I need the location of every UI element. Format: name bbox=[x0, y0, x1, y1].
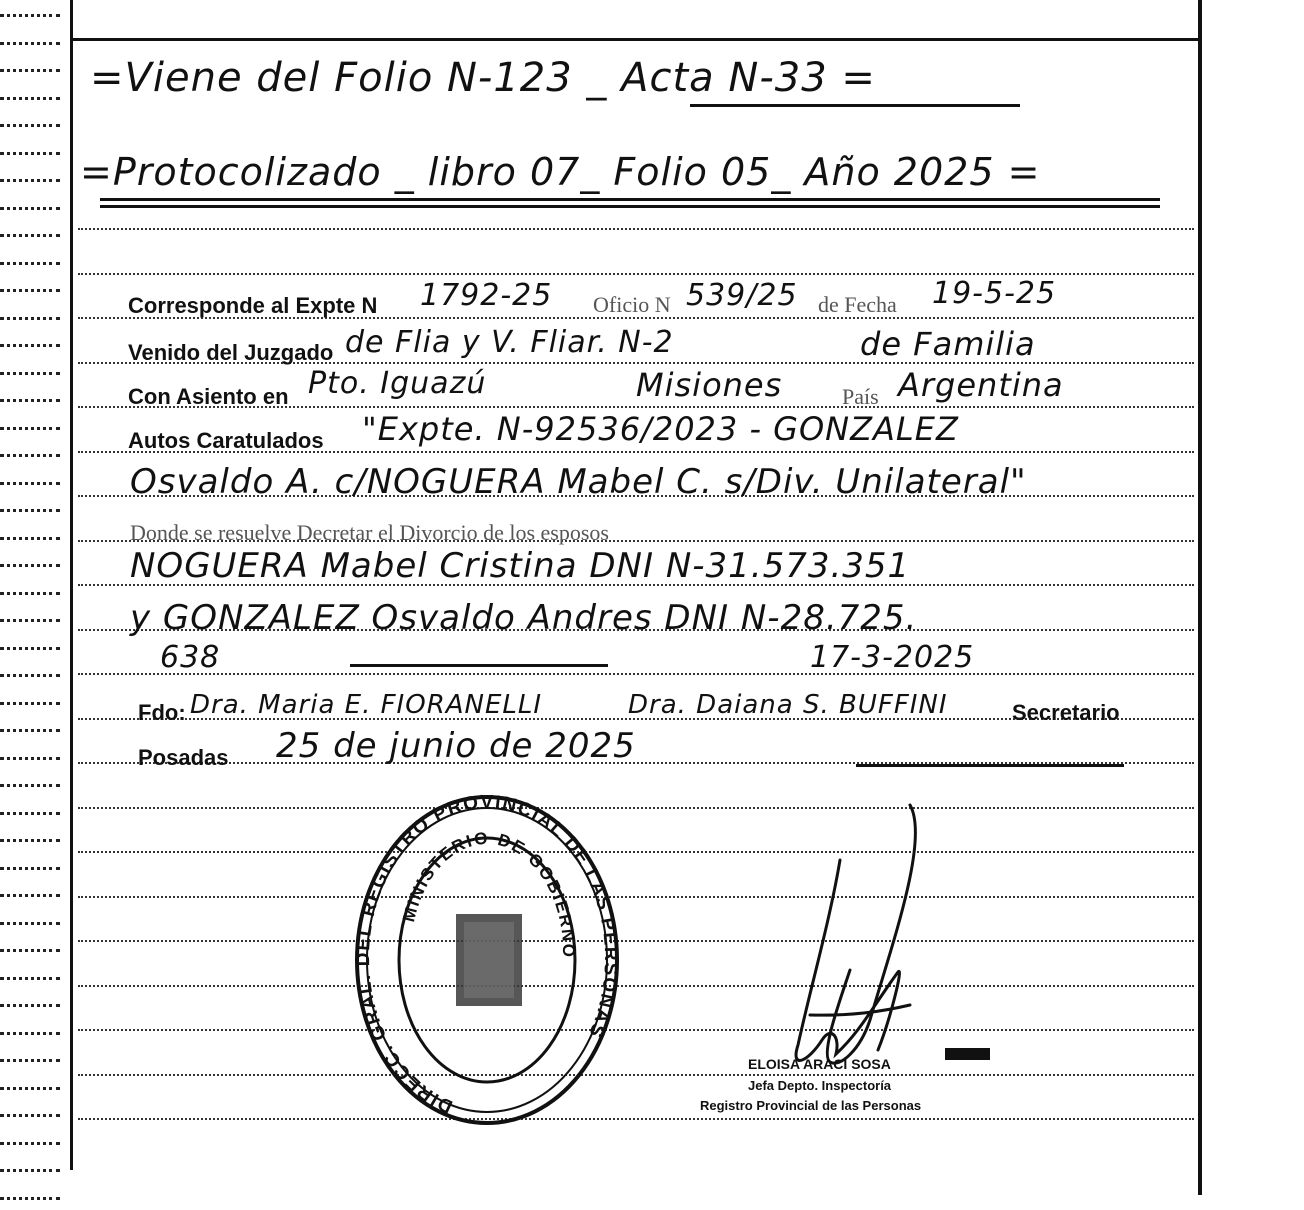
donde-value-2: y GONZALEZ Osvaldo Andres DNI N-28.725. bbox=[130, 598, 918, 638]
margin-dotted-line bbox=[0, 317, 60, 320]
margin-dotted-line bbox=[0, 702, 60, 705]
margin-dotted-line bbox=[0, 372, 60, 375]
ruled-line bbox=[78, 851, 1194, 853]
right-margin-rule bbox=[1198, 0, 1202, 1195]
margin-dotted-lines bbox=[0, 0, 64, 1210]
blank-underline bbox=[350, 664, 608, 667]
margin-dotted-line bbox=[0, 1059, 60, 1062]
pais-label: País bbox=[842, 384, 879, 409]
fecha-label: de Fecha bbox=[818, 292, 897, 317]
asiento-value: Pto. Iguazú bbox=[308, 366, 487, 401]
margin-dotted-line bbox=[0, 894, 60, 897]
margin-dotted-line bbox=[0, 69, 60, 72]
fdo-label: Fdo: bbox=[138, 700, 186, 725]
venido-suffix: de Familia bbox=[860, 325, 1036, 363]
autos-label: Autos Caratulados bbox=[128, 428, 324, 453]
heading-underline bbox=[690, 104, 1020, 107]
posadas-underline bbox=[856, 764, 1124, 767]
margin-dotted-line bbox=[0, 922, 60, 925]
margin-dotted-line bbox=[0, 839, 60, 842]
ruled-line bbox=[78, 807, 1194, 809]
heading-line-1: =Viene del Folio N-123 _ Acta N-33 = bbox=[90, 55, 876, 101]
margin-dotted-line bbox=[0, 784, 60, 787]
margin-dotted-line bbox=[0, 234, 60, 237]
margin-dotted-line bbox=[0, 1197, 60, 1200]
heading-double-rule-bottom bbox=[100, 205, 1160, 208]
signer-title: Jefa Depto. Inspectoría bbox=[748, 1078, 892, 1093]
venido-value: de Flia y V. Fliar. N-2 bbox=[345, 325, 674, 360]
margin-dotted-line bbox=[0, 289, 60, 292]
ruled-line bbox=[78, 1074, 1194, 1076]
margin-dotted-line bbox=[0, 1087, 60, 1090]
autos-value-2: Osvaldo A. c/NOGUERA Mabel C. s/Div. Unilateral" bbox=[130, 462, 1027, 502]
ruled-line bbox=[78, 673, 1194, 675]
margin-dotted-line bbox=[0, 124, 60, 127]
margin-dotted-line bbox=[0, 454, 60, 457]
ruled-line bbox=[78, 896, 1194, 898]
margin-dotted-line bbox=[0, 949, 60, 952]
autos-value-1: "Expte. N-92536/2023 - GONZALEZ bbox=[362, 410, 959, 448]
ruled-line bbox=[78, 985, 1194, 987]
margin-dotted-line bbox=[0, 482, 60, 485]
margin-dotted-line bbox=[0, 179, 60, 182]
donde-value-1: NOGUERA Mabel Cristina DNI N-31.573.351 bbox=[130, 546, 911, 586]
oficio-value: 539/25 bbox=[686, 278, 798, 313]
margin-dotted-line bbox=[0, 42, 60, 45]
left-margin-rule bbox=[70, 0, 73, 1170]
heading-double-rule-top bbox=[100, 198, 1160, 201]
margin-dotted-line bbox=[0, 592, 60, 595]
margin-dotted-line bbox=[0, 509, 60, 512]
fallo-date-value: 17-3-2025 bbox=[810, 640, 975, 675]
margin-dotted-line bbox=[0, 757, 60, 760]
margin-dotted-line bbox=[0, 344, 60, 347]
top-rule bbox=[73, 38, 1198, 41]
stamp-inner-text: MINISTERIO DE GOBIERNO bbox=[399, 828, 579, 960]
ruled-line bbox=[78, 1118, 1194, 1120]
ruled-line bbox=[78, 1029, 1194, 1031]
donde-value-3: 638 bbox=[160, 640, 221, 675]
posadas-label: Posadas bbox=[138, 745, 229, 770]
margin-dotted-line bbox=[0, 812, 60, 815]
margin-dotted-line bbox=[0, 867, 60, 870]
margin-dotted-line bbox=[0, 1142, 60, 1145]
pais-value: Argentina bbox=[898, 366, 1064, 404]
margin-dotted-line bbox=[0, 97, 60, 100]
oficio-label: Oficio N bbox=[593, 292, 671, 317]
margin-dotted-line bbox=[0, 564, 60, 567]
donde-label: Donde se resuelve Decretar el Divorcio de los esposos bbox=[130, 520, 609, 545]
stamp-outer-text: DIRECC. GRAL. DEL REGISTRO PROVINCIAL DE LAS PERSONAS bbox=[353, 791, 622, 1117]
ruled-line bbox=[78, 273, 1194, 275]
margin-dotted-line bbox=[0, 647, 60, 650]
margin-dotted-line bbox=[0, 207, 60, 210]
venido-label: Venido del Juzgado bbox=[128, 340, 334, 365]
signer-name: ELOISA ARACI SOSA bbox=[748, 1056, 891, 1072]
margin-dotted-line bbox=[0, 1114, 60, 1117]
corresponde-label: Corresponde al Expte N bbox=[128, 293, 378, 318]
provincia-value: Misiones bbox=[636, 366, 783, 404]
margin-dotted-line bbox=[0, 674, 60, 677]
corresponde-value: 1792-25 bbox=[420, 278, 553, 313]
asiento-label: Con Asiento en bbox=[128, 384, 289, 409]
margin-dotted-line bbox=[0, 427, 60, 430]
fdo-value-2: Dra. Daiana S. BUFFINI bbox=[628, 690, 948, 720]
fecha-value: 19-5-25 bbox=[932, 276, 1057, 311]
ruled-line bbox=[78, 228, 1194, 230]
heading-line-2: =Protocolizado _ libro 07_ Folio 05_ Año 2025 = bbox=[80, 150, 1041, 194]
signer-office: Registro Provincial de las Personas bbox=[700, 1098, 922, 1113]
margin-dotted-line bbox=[0, 537, 60, 540]
margin-dotted-line bbox=[0, 977, 60, 980]
margin-dotted-line bbox=[0, 729, 60, 732]
ruled-line bbox=[78, 940, 1194, 942]
margin-dotted-line bbox=[0, 1169, 60, 1172]
secretario-label: Secretario bbox=[1012, 700, 1120, 725]
margin-dotted-line bbox=[0, 152, 60, 155]
fdo-value: Dra. Maria E. FIORANELLI bbox=[190, 690, 543, 720]
margin-dotted-line bbox=[0, 262, 60, 265]
posadas-value: 25 de junio de 2025 bbox=[276, 726, 636, 766]
margin-dotted-line bbox=[0, 14, 60, 17]
margin-dotted-line bbox=[0, 1032, 60, 1035]
official-stamp bbox=[352, 790, 622, 1130]
margin-dotted-line bbox=[0, 1004, 60, 1007]
margin-dotted-line bbox=[0, 399, 60, 402]
margin-dotted-line bbox=[0, 619, 60, 622]
